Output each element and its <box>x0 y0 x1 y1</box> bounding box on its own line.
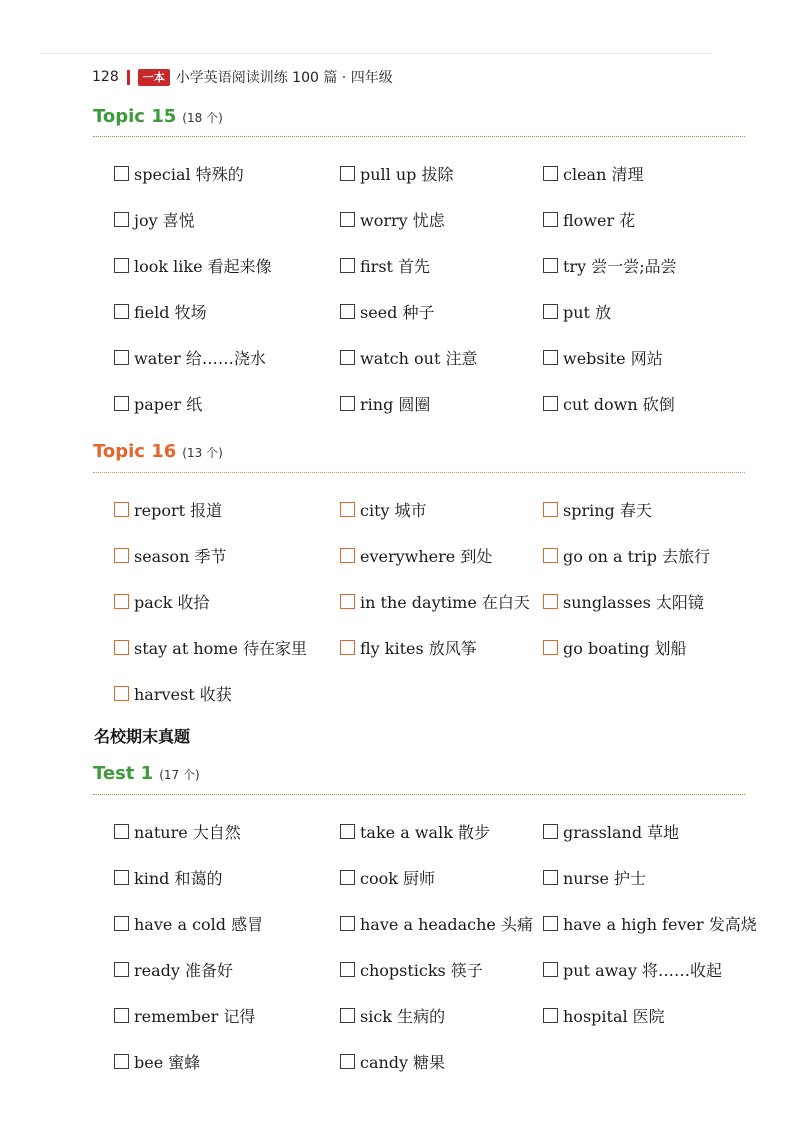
word-text: watch out 注意 <box>360 348 478 368</box>
checkbox[interactable] <box>340 548 355 563</box>
word-item[interactable] <box>114 1049 340 1073</box>
word-text: special 特殊的 <box>134 164 244 184</box>
word-text: pull up 拔除 <box>360 164 454 184</box>
checkbox[interactable] <box>114 686 129 701</box>
word-text: go on a trip 去旅行 <box>563 546 711 566</box>
checkbox[interactable] <box>543 502 558 517</box>
word-text: pack 收拾 <box>134 592 210 612</box>
checkbox[interactable] <box>114 396 129 411</box>
word-text: try 尝一尝;品尝 <box>563 256 677 276</box>
word-text: water 给……浇水 <box>134 348 266 368</box>
word-item[interactable] <box>114 207 340 231</box>
word-text: fly kites 放风筝 <box>360 638 477 658</box>
word-item[interactable] <box>340 345 543 369</box>
word-item[interactable] <box>543 1003 764 1027</box>
checkbox[interactable] <box>114 1054 129 1069</box>
word-item[interactable] <box>340 253 543 277</box>
word-text: look like 看起来像 <box>134 256 272 276</box>
word-text: remember 记得 <box>134 1006 256 1026</box>
checkbox[interactable] <box>114 212 129 227</box>
word-text: seed 种子 <box>360 302 435 322</box>
word-text: put 放 <box>563 302 612 322</box>
topic16-heading <box>93 441 223 462</box>
word-item[interactable] <box>114 497 340 521</box>
checkbox[interactable] <box>114 166 129 181</box>
topic16-title: Topic 16 <box>93 441 177 462</box>
word-text: go boating 划船 <box>563 638 687 658</box>
checkbox[interactable] <box>543 258 558 273</box>
word-item[interactable] <box>543 635 764 659</box>
checkbox[interactable] <box>114 962 129 977</box>
checkbox[interactable] <box>114 916 129 931</box>
checkbox[interactable] <box>543 824 558 839</box>
word-text: flower 花 <box>563 210 636 230</box>
checkbox[interactable] <box>114 824 129 839</box>
word-item[interactable] <box>543 957 764 981</box>
word-text: take a walk 散步 <box>360 822 490 842</box>
word-text: website 网站 <box>563 348 663 368</box>
word-item[interactable] <box>543 161 764 185</box>
word-item[interactable] <box>114 681 340 705</box>
checkbox[interactable] <box>543 916 558 931</box>
word-text: first 首先 <box>360 256 431 276</box>
word-item[interactable] <box>340 299 543 323</box>
word-item[interactable] <box>114 299 340 323</box>
word-item[interactable] <box>543 497 764 521</box>
word-item[interactable] <box>114 957 340 981</box>
checkbox[interactable] <box>340 594 355 609</box>
word-text: put away 将……收起 <box>563 960 722 980</box>
word-text: nature 大自然 <box>134 822 241 842</box>
word-text: sick 生病的 <box>360 1006 446 1026</box>
word-text: ready 准备好 <box>134 960 234 980</box>
word-text: have a headache 头痛 <box>360 914 533 934</box>
topic15-divider <box>93 136 745 137</box>
word-item[interactable] <box>340 1049 543 1073</box>
word-item[interactable] <box>340 957 543 981</box>
checkbox[interactable] <box>340 166 355 181</box>
word-item[interactable] <box>340 543 543 567</box>
word-item[interactable] <box>543 819 764 843</box>
checkbox[interactable] <box>543 304 558 319</box>
topic15-title: Topic 15 <box>93 106 177 127</box>
word-text: report 报道 <box>134 500 223 520</box>
test1-heading <box>93 763 200 784</box>
topic16-count: (13 个) <box>182 446 223 460</box>
checkbox[interactable] <box>114 594 129 609</box>
checkbox[interactable] <box>114 640 129 655</box>
word-item[interactable] <box>114 1003 340 1027</box>
checkbox[interactable] <box>340 258 355 273</box>
checkbox[interactable] <box>543 548 558 563</box>
word-item[interactable] <box>114 635 340 659</box>
word-item[interactable] <box>340 865 543 889</box>
checkbox[interactable] <box>340 212 355 227</box>
checkbox[interactable] <box>543 212 558 227</box>
word-text: hospital 医院 <box>563 1006 665 1026</box>
checkbox[interactable] <box>543 640 558 655</box>
word-item[interactable] <box>114 391 340 415</box>
word-text: ring 圆圈 <box>360 394 431 414</box>
test1-count: (17 个) <box>159 768 200 782</box>
page-number: 128 <box>92 69 119 85</box>
word-item[interactable] <box>114 819 340 843</box>
word-item[interactable] <box>114 161 340 185</box>
word-item[interactable] <box>543 543 764 567</box>
checkbox[interactable] <box>340 350 355 365</box>
word-text: spring 春天 <box>563 500 652 520</box>
word-text: candy 糖果 <box>360 1052 446 1072</box>
checkbox[interactable] <box>114 304 129 319</box>
word-item[interactable] <box>543 911 764 935</box>
topic15-count: (18 个) <box>182 111 223 125</box>
checkbox[interactable] <box>114 1008 129 1023</box>
checkbox[interactable] <box>340 396 355 411</box>
word-item[interactable] <box>340 589 543 613</box>
word-item[interactable] <box>340 635 543 659</box>
test1-divider <box>93 794 745 795</box>
word-text: worry 忧虑 <box>360 210 445 230</box>
checkbox[interactable] <box>340 640 355 655</box>
word-text: have a cold 感冒 <box>134 914 264 934</box>
word-text: bee 蜜蜂 <box>134 1052 201 1072</box>
checkbox[interactable] <box>543 166 558 181</box>
checkbox[interactable] <box>114 870 129 885</box>
word-item[interactable] <box>114 911 340 935</box>
word-item[interactable] <box>543 589 764 613</box>
checkbox[interactable] <box>114 548 129 563</box>
checkbox[interactable] <box>543 1008 558 1023</box>
checkbox[interactable] <box>340 870 355 885</box>
book-title: 小学英语阅读训练 100 篇 · 四年级 <box>175 70 393 86</box>
word-text: chopsticks 筷子 <box>360 960 483 980</box>
word-item[interactable] <box>340 391 543 415</box>
checkbox[interactable] <box>340 304 355 319</box>
checkbox[interactable] <box>543 870 558 885</box>
word-item[interactable] <box>340 161 543 185</box>
checkbox[interactable] <box>543 350 558 365</box>
checkbox[interactable] <box>114 350 129 365</box>
word-text: in the daytime 在白天 <box>360 592 530 612</box>
subsection-title: 名校期末真题 <box>94 727 191 746</box>
word-text: cook 厨师 <box>360 868 436 888</box>
test1-word-list <box>114 819 764 1095</box>
topic15-heading <box>93 106 223 127</box>
word-text: season 季节 <box>134 546 227 566</box>
checkbox[interactable] <box>114 502 129 517</box>
word-item[interactable] <box>543 207 764 231</box>
word-item[interactable] <box>114 345 340 369</box>
checkbox[interactable] <box>340 1008 355 1023</box>
word-item[interactable] <box>114 543 340 567</box>
topic16-word-list <box>114 497 764 727</box>
checkbox[interactable] <box>543 396 558 411</box>
word-item[interactable] <box>543 391 764 415</box>
checkbox[interactable] <box>340 824 355 839</box>
test1-title: Test 1 <box>93 763 154 784</box>
header-divider-bar <box>127 70 130 85</box>
checkbox[interactable] <box>543 962 558 977</box>
checkbox[interactable] <box>340 502 355 517</box>
word-item[interactable] <box>114 865 340 889</box>
word-text: stay at home 待在家里 <box>134 638 308 658</box>
word-item[interactable] <box>114 253 340 277</box>
word-text: have a high fever 发高烧 <box>563 914 757 934</box>
page-header <box>92 66 393 88</box>
brand-logo: 一本 <box>138 69 170 86</box>
word-text: harvest 收获 <box>134 684 232 704</box>
word-item[interactable] <box>340 497 543 521</box>
word-item[interactable] <box>543 345 764 369</box>
checkbox[interactable] <box>340 916 355 931</box>
word-text: sunglasses 太阳镜 <box>563 592 704 612</box>
word-text: clean 清理 <box>563 164 644 184</box>
word-item[interactable] <box>543 253 764 277</box>
word-text: city 城市 <box>360 500 427 520</box>
word-text: kind 和蔼的 <box>134 868 223 888</box>
checkbox[interactable] <box>543 594 558 609</box>
checkbox[interactable] <box>340 1054 355 1069</box>
word-text: nurse 护士 <box>563 868 647 888</box>
word-item[interactable] <box>340 1003 543 1027</box>
word-item[interactable] <box>340 207 543 231</box>
word-item[interactable] <box>114 589 340 613</box>
word-text: paper 纸 <box>134 394 203 414</box>
topic15-word-list <box>114 161 764 437</box>
checkbox[interactable] <box>114 258 129 273</box>
word-item[interactable] <box>543 865 764 889</box>
word-text: joy 喜悦 <box>134 210 195 230</box>
word-text: cut down 砍倒 <box>563 394 675 414</box>
topic16-divider <box>93 472 745 473</box>
word-text: everywhere 到处 <box>360 546 493 566</box>
top-rule <box>40 53 712 54</box>
word-item[interactable] <box>340 819 543 843</box>
word-text: grassland 草地 <box>563 822 680 842</box>
word-item[interactable] <box>543 299 764 323</box>
checkbox[interactable] <box>340 962 355 977</box>
word-text: field 牧场 <box>134 302 207 322</box>
word-item[interactable] <box>340 911 543 935</box>
